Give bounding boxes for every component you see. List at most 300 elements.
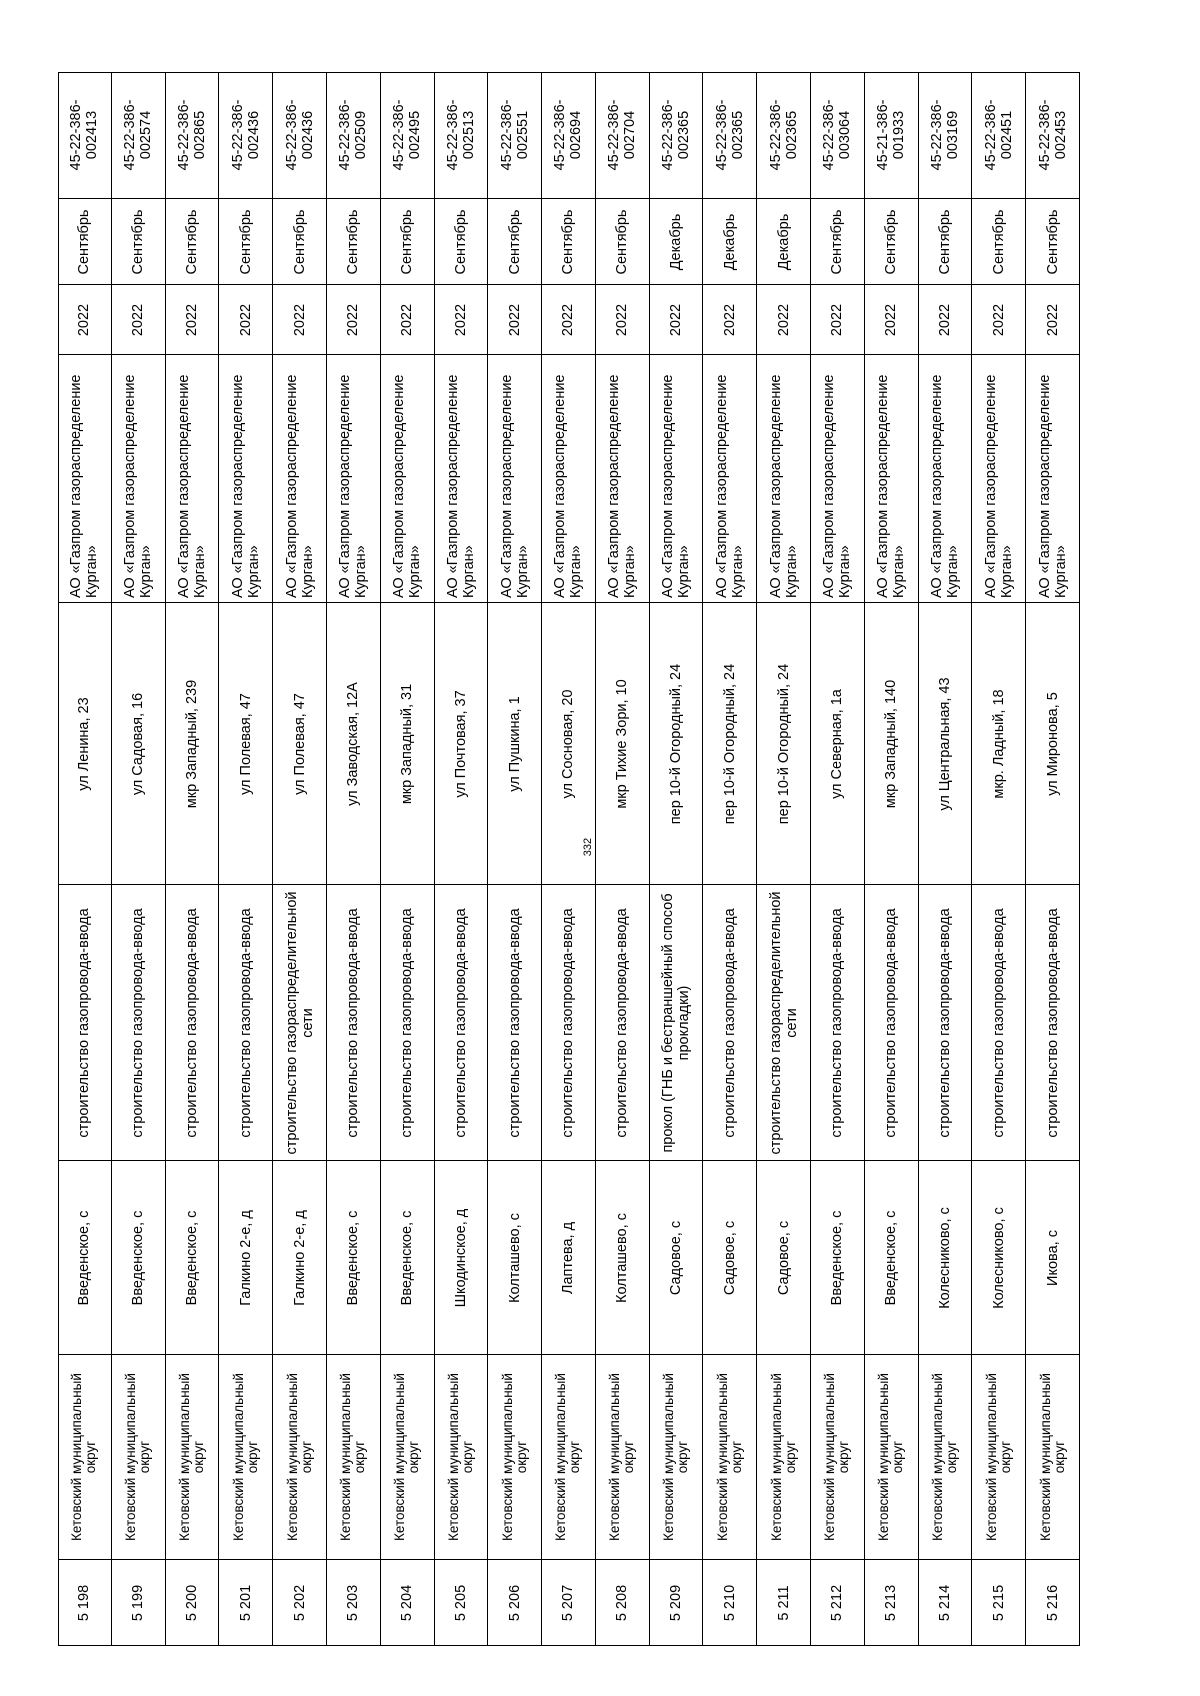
cell-text-work: строительство газопровода-ввода bbox=[829, 907, 846, 1138]
table-row bbox=[650, 72, 704, 1646]
cell-text-year: 2022 bbox=[829, 303, 846, 336]
cell-num bbox=[650, 1559, 703, 1646]
cell-text-month: Сентябрь bbox=[506, 209, 523, 274]
cell-year bbox=[1026, 284, 1080, 354]
cell-text-locality: Введенское, с bbox=[130, 1210, 147, 1305]
cell-year bbox=[112, 284, 165, 354]
cell-text-code: 45-22-386-002509 bbox=[337, 99, 370, 171]
table-row bbox=[166, 72, 220, 1646]
cell-year bbox=[327, 284, 380, 354]
cell-text-locality: Колташево, с bbox=[614, 1212, 631, 1303]
cell-text-district: Кетовский муниципальный округ bbox=[714, 1373, 744, 1541]
cell-org bbox=[757, 354, 810, 602]
cell-locality bbox=[381, 1160, 434, 1354]
cell-address bbox=[166, 602, 219, 884]
cell-month bbox=[1026, 198, 1080, 284]
cell-text-work: строительство газопровода-ввода bbox=[345, 907, 362, 1138]
cell-code bbox=[811, 72, 864, 198]
cell-address bbox=[327, 602, 380, 884]
cell-text-code: 45-22-386-002694 bbox=[552, 99, 585, 171]
cell-text-locality: Садовое, с bbox=[721, 1220, 738, 1295]
cell-text-code: 45-22-386-002574 bbox=[122, 99, 155, 171]
cell-text-district: Кетовский муниципальный округ bbox=[768, 1373, 798, 1541]
cell-text-work: строительство газопровода-ввода bbox=[183, 907, 200, 1138]
cell-month bbox=[112, 198, 165, 284]
cell-text-num: 5 202 bbox=[291, 1584, 308, 1622]
cell-address bbox=[757, 602, 810, 884]
cell-text-address: ул Ленина, 23 bbox=[76, 696, 93, 791]
cell-month bbox=[58, 198, 111, 284]
cell-year bbox=[273, 284, 326, 354]
cell-work bbox=[1026, 884, 1080, 1160]
cell-code bbox=[327, 72, 380, 198]
page-number: 332 bbox=[582, 837, 594, 857]
cell-locality bbox=[166, 1160, 219, 1354]
cell-district bbox=[757, 1354, 810, 1559]
table-row bbox=[542, 72, 596, 1646]
cell-text-code: 45-22-386-002513 bbox=[444, 99, 477, 171]
cell-work bbox=[811, 884, 864, 1160]
cell-text-code: 45-22-386-002704 bbox=[606, 99, 639, 171]
cell-year bbox=[972, 284, 1025, 354]
cell-month bbox=[596, 198, 649, 284]
cell-text-district: Кетовский муниципальный округ bbox=[284, 1373, 314, 1541]
cell-text-address: ул Заводская, 12А bbox=[345, 681, 362, 806]
cell-num bbox=[703, 1559, 756, 1646]
cell-locality bbox=[435, 1160, 488, 1354]
cell-org bbox=[811, 354, 864, 602]
cell-text-month: Сентябрь bbox=[237, 209, 254, 274]
cell-text-org: АО «Газпром газораспределение Курган» bbox=[444, 374, 477, 598]
cell-text-district: Кетовский муниципальный округ bbox=[822, 1373, 852, 1541]
cell-month bbox=[381, 198, 434, 284]
cell-text-num: 5 205 bbox=[452, 1584, 469, 1622]
cell-num bbox=[219, 1559, 272, 1646]
cell-num bbox=[542, 1559, 595, 1646]
cell-text-year: 2022 bbox=[130, 303, 147, 336]
cell-work bbox=[58, 884, 111, 1160]
cell-year bbox=[865, 284, 918, 354]
cell-text-year: 2022 bbox=[614, 303, 631, 336]
cell-text-month: Сентябрь bbox=[560, 209, 577, 274]
cell-code bbox=[703, 72, 756, 198]
cell-text-code: 45-22-386-002365 bbox=[713, 99, 746, 171]
cell-locality bbox=[596, 1160, 649, 1354]
cell-locality bbox=[811, 1160, 864, 1354]
cell-num bbox=[488, 1559, 541, 1646]
cell-work bbox=[757, 884, 810, 1160]
cell-month bbox=[219, 198, 272, 284]
cell-text-district: Кетовский муниципальный округ bbox=[499, 1373, 529, 1541]
cell-text-work: строительство газопровода-ввода bbox=[614, 907, 631, 1138]
cell-district bbox=[166, 1354, 219, 1559]
cell-org bbox=[435, 354, 488, 602]
table-row bbox=[381, 72, 435, 1646]
cell-locality bbox=[273, 1160, 326, 1354]
cell-text-locality: Введенское, с bbox=[76, 1210, 93, 1305]
cell-text-num: 5 212 bbox=[829, 1584, 846, 1622]
cell-text-month: Сентябрь bbox=[883, 209, 900, 274]
cell-month bbox=[919, 198, 972, 284]
cell-text-num: 5 213 bbox=[883, 1584, 900, 1622]
cell-num bbox=[596, 1559, 649, 1646]
cell-month bbox=[703, 198, 756, 284]
cell-org bbox=[327, 354, 380, 602]
cell-text-work: строительство газопровода-ввода bbox=[560, 907, 577, 1138]
cell-text-address: мкр Западный, 140 bbox=[883, 679, 900, 808]
cell-text-district: Кетовский муниципальный округ bbox=[69, 1373, 99, 1541]
cell-year bbox=[919, 284, 972, 354]
cell-text-org: АО «Газпром газораспределение Курган» bbox=[875, 374, 908, 598]
table-row bbox=[703, 72, 757, 1646]
cell-text-num: 5 199 bbox=[130, 1584, 147, 1622]
cell-district bbox=[381, 1354, 434, 1559]
cell-text-district: Кетовский муниципальный округ bbox=[983, 1373, 1013, 1541]
cell-org bbox=[112, 354, 165, 602]
cell-code bbox=[488, 72, 541, 198]
cell-month bbox=[273, 198, 326, 284]
cell-district bbox=[435, 1354, 488, 1559]
cell-text-month: Сентябрь bbox=[183, 209, 200, 274]
cell-locality bbox=[865, 1160, 918, 1354]
cell-text-work: строительство газопровода-ввода bbox=[506, 907, 523, 1138]
cell-num bbox=[865, 1559, 918, 1646]
cell-address bbox=[1026, 602, 1080, 884]
cell-text-district: Кетовский муниципальный округ bbox=[445, 1373, 475, 1541]
cell-text-year: 2022 bbox=[183, 303, 200, 336]
cell-text-address: ул Пушкина, 1 bbox=[506, 695, 523, 792]
table-row bbox=[488, 72, 542, 1646]
cell-code bbox=[865, 72, 918, 198]
cell-text-year: 2022 bbox=[76, 303, 93, 336]
cell-text-num: 5 204 bbox=[399, 1584, 416, 1622]
cell-text-month: Сентябрь bbox=[76, 209, 93, 274]
cell-work bbox=[972, 884, 1025, 1160]
cell-code bbox=[58, 72, 111, 198]
cell-text-locality: Введенское, с bbox=[829, 1210, 846, 1305]
cell-text-work: строительство газопровода-ввода bbox=[990, 907, 1007, 1138]
cell-text-org: АО «Газпром газораспределение Курган» bbox=[122, 374, 155, 598]
cell-year bbox=[435, 284, 488, 354]
table-row bbox=[273, 72, 327, 1646]
cell-text-org: АО «Газпром газораспределение Курган» bbox=[552, 374, 585, 598]
cell-text-locality: Лаптева, д bbox=[560, 1221, 577, 1294]
cell-text-work: строительство газопровода-ввода bbox=[237, 907, 254, 1138]
cell-text-code: 45-22-386-002451 bbox=[982, 99, 1015, 171]
cell-year bbox=[219, 284, 272, 354]
table-row bbox=[811, 72, 865, 1646]
cell-text-year: 2022 bbox=[937, 303, 954, 336]
cell-org bbox=[972, 354, 1025, 602]
cell-text-district: Кетовский муниципальный округ bbox=[1038, 1373, 1068, 1541]
cell-text-num: 5 201 bbox=[237, 1584, 254, 1622]
cell-locality bbox=[327, 1160, 380, 1354]
cell-locality bbox=[542, 1160, 595, 1354]
cell-district bbox=[1026, 1354, 1080, 1559]
cell-text-district: Кетовский муниципальный округ bbox=[930, 1373, 960, 1541]
cell-text-num: 5 200 bbox=[183, 1584, 200, 1622]
cell-district bbox=[596, 1354, 649, 1559]
cell-year bbox=[596, 284, 649, 354]
cell-text-address: ул Миронова, 5 bbox=[1045, 691, 1062, 796]
cell-code bbox=[1026, 72, 1080, 198]
table-row bbox=[972, 72, 1026, 1646]
cell-code bbox=[166, 72, 219, 198]
cell-num bbox=[1026, 1559, 1080, 1646]
cell-text-year: 2022 bbox=[560, 303, 577, 336]
cell-text-num: 5 210 bbox=[721, 1584, 738, 1622]
cell-code bbox=[972, 72, 1025, 198]
cell-district bbox=[488, 1354, 541, 1559]
cell-text-num: 5 198 bbox=[76, 1584, 93, 1622]
cell-num bbox=[273, 1559, 326, 1646]
cell-text-year: 2022 bbox=[668, 303, 685, 336]
cell-text-org: АО «Газпром газораспределение Курган» bbox=[498, 374, 531, 598]
cell-code bbox=[757, 72, 810, 198]
cell-text-work: строительство газопровода-ввода bbox=[130, 907, 147, 1138]
data-table bbox=[58, 72, 1080, 1646]
cell-text-code: 45-22-386-002365 bbox=[660, 99, 693, 171]
cell-year bbox=[811, 284, 864, 354]
cell-text-address: ул Центральная, 43 bbox=[937, 676, 954, 811]
cell-text-code: 45-22-386-002453 bbox=[1037, 99, 1070, 171]
cell-text-month: Сентябрь bbox=[829, 209, 846, 274]
cell-org bbox=[919, 354, 972, 602]
cell-text-year: 2022 bbox=[345, 303, 362, 336]
cell-district bbox=[919, 1354, 972, 1559]
cell-text-address: пер 10-й Огородный, 24 bbox=[668, 663, 685, 824]
table-row bbox=[865, 72, 919, 1646]
cell-text-code: 45-22-386-002495 bbox=[391, 99, 424, 171]
cell-text-work: строительство газопровода-ввода bbox=[721, 907, 738, 1138]
cell-text-org: АО «Газпром газораспределение Курган» bbox=[660, 374, 693, 598]
cell-text-num: 5 203 bbox=[345, 1584, 362, 1622]
cell-text-locality: Колташево, с bbox=[506, 1212, 523, 1303]
cell-address bbox=[219, 602, 272, 884]
cell-text-org: АО «Газпром газораспределение Курган» bbox=[68, 374, 101, 598]
cell-code bbox=[919, 72, 972, 198]
cell-address bbox=[919, 602, 972, 884]
cell-work bbox=[381, 884, 434, 1160]
cell-code bbox=[596, 72, 649, 198]
cell-text-year: 2022 bbox=[721, 303, 738, 336]
cell-locality bbox=[58, 1160, 111, 1354]
cell-num bbox=[435, 1559, 488, 1646]
cell-text-num: 5 209 bbox=[668, 1584, 685, 1622]
cell-locality bbox=[919, 1160, 972, 1354]
cell-text-month: Сентябрь bbox=[345, 209, 362, 274]
cell-text-year: 2022 bbox=[1045, 303, 1062, 336]
cell-org bbox=[1026, 354, 1080, 602]
cell-text-year: 2022 bbox=[237, 303, 254, 336]
cell-district bbox=[865, 1354, 918, 1559]
cell-district bbox=[703, 1354, 756, 1559]
cell-district bbox=[542, 1354, 595, 1559]
cell-locality bbox=[112, 1160, 165, 1354]
cell-text-locality: Шкодинское, д bbox=[452, 1208, 469, 1307]
cell-month bbox=[488, 198, 541, 284]
cell-text-num: 5 214 bbox=[937, 1584, 954, 1622]
cell-work bbox=[273, 884, 326, 1160]
cell-text-year: 2022 bbox=[883, 303, 900, 336]
table-row bbox=[1026, 72, 1080, 1646]
cell-text-year: 2022 bbox=[506, 303, 523, 336]
cell-text-num: 5 207 bbox=[560, 1584, 577, 1622]
cell-text-district: Кетовский муниципальный округ bbox=[230, 1373, 260, 1541]
cell-text-year: 2022 bbox=[990, 303, 1007, 336]
cell-text-code: 45-22-386-003169 bbox=[929, 99, 962, 171]
cell-text-address: мкр. Ладный, 18 bbox=[990, 688, 1007, 799]
cell-district bbox=[811, 1354, 864, 1559]
cell-work bbox=[327, 884, 380, 1160]
cell-work bbox=[865, 884, 918, 1160]
cell-work bbox=[112, 884, 165, 1160]
cell-code bbox=[435, 72, 488, 198]
cell-text-num: 5 215 bbox=[990, 1584, 1007, 1622]
cell-text-month: Сентябрь bbox=[452, 209, 469, 274]
cell-code bbox=[112, 72, 165, 198]
cell-org bbox=[166, 354, 219, 602]
cell-org bbox=[542, 354, 595, 602]
cell-district bbox=[972, 1354, 1025, 1559]
cell-text-locality: Введенское, с bbox=[183, 1210, 200, 1305]
cell-month bbox=[757, 198, 810, 284]
cell-num bbox=[972, 1559, 1025, 1646]
cell-text-address: ул Почтовая, 37 bbox=[452, 689, 469, 798]
cell-code bbox=[542, 72, 595, 198]
cell-text-org: АО «Газпром газораспределение Курган» bbox=[391, 374, 424, 598]
cell-year bbox=[488, 284, 541, 354]
cell-org bbox=[381, 354, 434, 602]
cell-text-work: строительство газопровода-ввода bbox=[399, 907, 416, 1138]
cell-text-year: 2022 bbox=[291, 303, 308, 336]
cell-text-num: 5 206 bbox=[506, 1584, 523, 1622]
cell-work bbox=[703, 884, 756, 1160]
cell-work bbox=[542, 884, 595, 1160]
cell-text-code: 45-22-386-002865 bbox=[175, 99, 208, 171]
cell-district bbox=[650, 1354, 703, 1559]
cell-code bbox=[273, 72, 326, 198]
cell-text-district: Кетовский муниципальный округ bbox=[876, 1373, 906, 1541]
cell-text-district: Кетовский муниципальный округ bbox=[338, 1373, 368, 1541]
cell-org bbox=[488, 354, 541, 602]
cell-text-month: Декабрь bbox=[721, 213, 738, 270]
cell-text-num: 5 211 bbox=[775, 1585, 792, 1621]
cell-address bbox=[972, 602, 1025, 884]
cell-text-work: строительство газопровода-ввода bbox=[883, 907, 900, 1138]
cell-text-org: АО «Газпром газораспределение Курган» bbox=[283, 374, 316, 598]
cell-month bbox=[327, 198, 380, 284]
cell-text-address: мкр Западный, 31 bbox=[399, 683, 416, 804]
cell-text-org: АО «Газпром газораспределение Курган» bbox=[982, 374, 1015, 598]
cell-district bbox=[58, 1354, 111, 1559]
cell-num bbox=[166, 1559, 219, 1646]
cell-text-work: строительство газопровода-ввода bbox=[76, 907, 93, 1138]
cell-text-org: АО «Газпром газораспределение Курган» bbox=[929, 374, 962, 598]
cell-text-district: Кетовский муниципальный округ bbox=[553, 1373, 583, 1541]
cell-work bbox=[919, 884, 972, 1160]
cell-address bbox=[865, 602, 918, 884]
table-row bbox=[112, 72, 166, 1646]
cell-text-work: строительство газопровода-ввода bbox=[452, 907, 469, 1138]
table-row bbox=[327, 72, 381, 1646]
cell-org bbox=[596, 354, 649, 602]
cell-org bbox=[650, 354, 703, 602]
cell-text-work: строительство газораспределительной сети bbox=[283, 890, 316, 1155]
cell-text-month: Сентябрь bbox=[130, 209, 147, 274]
table-row bbox=[435, 72, 489, 1646]
cell-month bbox=[811, 198, 864, 284]
cell-year bbox=[703, 284, 756, 354]
cell-locality bbox=[757, 1160, 810, 1354]
cell-work bbox=[166, 884, 219, 1160]
cell-num bbox=[112, 1559, 165, 1646]
cell-text-locality: Галкино 2-е, д bbox=[237, 1209, 254, 1306]
cell-locality bbox=[650, 1160, 703, 1354]
cell-text-district: Кетовский муниципальный округ bbox=[607, 1373, 637, 1541]
cell-work bbox=[596, 884, 649, 1160]
cell-address bbox=[703, 602, 756, 884]
cell-num bbox=[919, 1559, 972, 1646]
cell-month bbox=[865, 198, 918, 284]
cell-text-month: Сентябрь bbox=[399, 209, 416, 274]
cell-text-year: 2022 bbox=[399, 303, 416, 336]
cell-district bbox=[112, 1354, 165, 1559]
cell-text-locality: Введенское, с bbox=[399, 1210, 416, 1305]
cell-text-address: ул Сосновая, 20 bbox=[560, 689, 577, 798]
cell-text-locality: Садовое, с bbox=[668, 1220, 685, 1295]
cell-text-month: Декабрь bbox=[668, 213, 685, 270]
cell-text-code: 45-22-386-002436 bbox=[229, 99, 262, 171]
cell-code bbox=[219, 72, 272, 198]
cell-text-month: Сентябрь bbox=[1045, 209, 1062, 274]
cell-text-code: 45-22-386-003064 bbox=[821, 99, 854, 171]
cell-text-work: прокол (ГНБ и бестраншейный способ прокладки) bbox=[660, 892, 693, 1153]
cell-text-address: мкр Западный, 239 bbox=[183, 679, 200, 808]
cell-text-org: АО «Газпром газораспределение Курган» bbox=[767, 374, 800, 598]
cell-address bbox=[811, 602, 864, 884]
cell-locality bbox=[219, 1160, 272, 1354]
cell-text-org: АО «Газпром газораспределение Курган» bbox=[713, 374, 746, 598]
table-row bbox=[919, 72, 973, 1646]
cell-address bbox=[58, 602, 111, 884]
cell-address bbox=[596, 602, 649, 884]
cell-text-locality: Колесниково, с bbox=[990, 1206, 1007, 1309]
table-row bbox=[596, 72, 650, 1646]
cell-locality bbox=[703, 1160, 756, 1354]
cell-org bbox=[865, 354, 918, 602]
cell-num bbox=[381, 1559, 434, 1646]
cell-month bbox=[166, 198, 219, 284]
cell-text-org: АО «Газпром газораспределение Курган» bbox=[175, 374, 208, 598]
cell-text-district: Кетовский муниципальный округ bbox=[176, 1373, 206, 1541]
cell-year bbox=[166, 284, 219, 354]
cell-text-district: Кетовский муниципальный округ bbox=[661, 1373, 691, 1541]
cell-text-locality: Введенское, с bbox=[883, 1210, 900, 1305]
cell-text-work: строительство газопровода-ввода bbox=[1045, 907, 1062, 1138]
cell-work bbox=[650, 884, 703, 1160]
cell-text-address: пер 10-й Огородный, 24 bbox=[721, 663, 738, 824]
cell-month bbox=[542, 198, 595, 284]
cell-address bbox=[381, 602, 434, 884]
cell-year bbox=[381, 284, 434, 354]
cell-text-address: пер 10-й Огородный, 24 bbox=[775, 663, 792, 824]
cell-district bbox=[219, 1354, 272, 1559]
cell-num bbox=[757, 1559, 810, 1646]
cell-text-num: 5 216 bbox=[1045, 1584, 1062, 1622]
cell-address bbox=[273, 602, 326, 884]
cell-text-locality: Введенское, с bbox=[345, 1210, 362, 1305]
